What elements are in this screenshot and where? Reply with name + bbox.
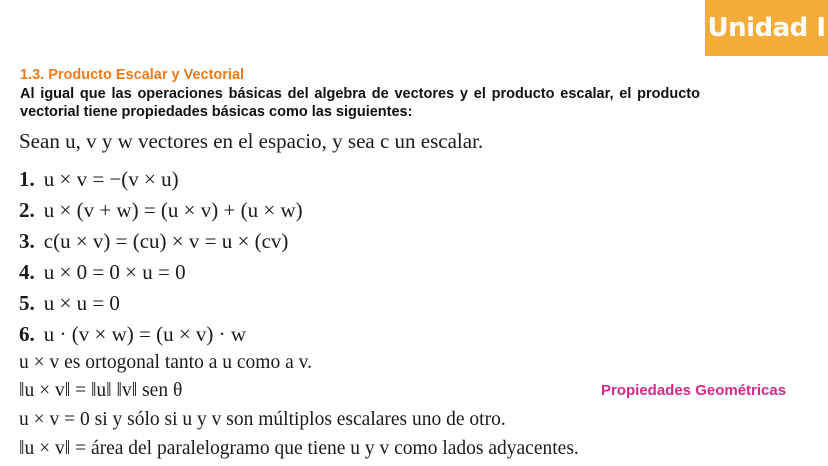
unit-badge: Unidad I (705, 0, 828, 56)
property-formula: u × v = −(v × u) (43, 167, 179, 191)
property-3 (19, 229, 288, 254)
property-5 (19, 291, 120, 316)
property-number: 3. (19, 229, 35, 253)
property-formula: u × 0 = 0 × u = 0 (43, 260, 186, 284)
geometric-property-3: u × v = 0 si y sólo si u y v son múltiplos escalares uno de otro. (19, 409, 506, 430)
intro-paragraph: Al igual que las operaciones básicas del algebra de vectores y el producto escalar, el producto vectorial tiene propiedades básicas como las siguientes: (20, 86, 700, 120)
property-formula: c(u × v) = (cu) × v = u × (cv) (43, 229, 289, 253)
section-title: 1.3. Producto Escalar y Vectorial (20, 67, 245, 83)
property-2 (19, 198, 303, 223)
property-formula: u × u = 0 (43, 291, 120, 315)
property-number: 2. (19, 198, 35, 222)
property-formula: u × (v + w) = (u × v) + (u × w) (43, 198, 303, 222)
geometric-property-4: ‖u × v‖ = área del paralelogramo que tiene u y v como lados adyacentes. (19, 438, 579, 459)
geometric-property-2: ‖u × v‖ = ‖u‖ ‖v‖ sen θ (19, 380, 183, 401)
property-1 (19, 167, 179, 192)
property-6 (19, 322, 246, 347)
geometric-property-1: u × v es ortogonal tanto a u como a v. (19, 352, 312, 373)
property-number: 4. (19, 260, 35, 284)
property-formula: u · (v × w) = (u × v) · w (43, 322, 247, 346)
geometric-properties-label: Propiedades Geométricas (601, 382, 787, 399)
vectors-statement: Sean u, v y w vectores en el espacio, y sea c un escalar. (19, 129, 484, 153)
property-4 (19, 260, 186, 285)
property-number: 5. (19, 291, 35, 315)
property-number: 6. (19, 322, 35, 346)
property-number: 1. (19, 167, 35, 191)
